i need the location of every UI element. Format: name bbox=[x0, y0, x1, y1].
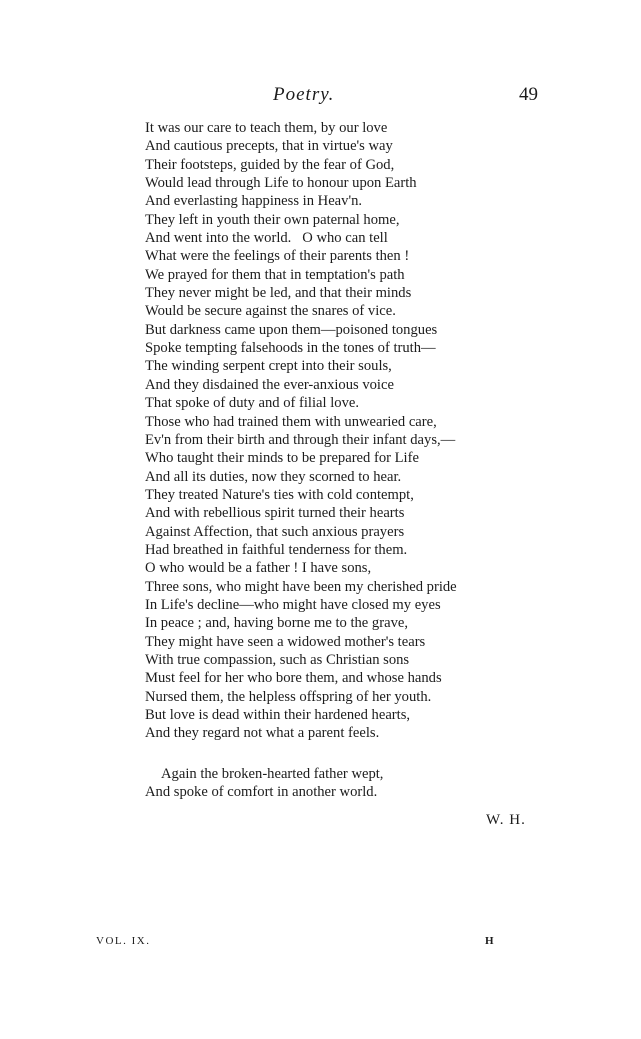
poem-line: In peace ; and, having borne me to the grave, bbox=[145, 615, 408, 632]
poem-line: Would lead through Life to honour upon Earth bbox=[145, 175, 417, 192]
poem-line: But darkness came upon them—poisoned tongues bbox=[145, 321, 438, 338]
poem-line: They left in youth their own paternal home, bbox=[145, 211, 400, 228]
poem-line: And they regard not what a parent feels. bbox=[145, 725, 380, 742]
poem-line: The winding serpent crept into their souls, bbox=[145, 358, 392, 375]
poem-line: Spoke tempting falsehoods in the tones of truth— bbox=[145, 340, 436, 357]
poem-line: Again the broken-hearted father wept, bbox=[161, 765, 384, 782]
poem-line: Must feel for her who bore them, and whose hands bbox=[145, 670, 442, 687]
stanza-2 bbox=[145, 765, 545, 802]
poem-line: They treated Nature's ties with cold contempt, bbox=[145, 486, 414, 503]
poem-line: But love is dead within their hardened hearts, bbox=[145, 707, 411, 723]
running-title: Poetry. bbox=[273, 84, 335, 105]
page-number: 49 bbox=[519, 84, 538, 105]
poem-line: And cautious precepts, that in virtue's way bbox=[145, 138, 393, 155]
poem-line: And everlasting happiness in Heav'n. bbox=[145, 193, 363, 210]
poem-line: And went into the world. O who can tell bbox=[145, 230, 388, 247]
poem-line: Nursed them, the helpless offspring of her youth. bbox=[145, 688, 432, 705]
poem-line: Who taught their minds to be prepared for Life bbox=[145, 450, 419, 467]
poem-line: Against Affection, that such anxious prayers bbox=[145, 523, 405, 540]
poem-line: Those who had trained them with unwearied care, bbox=[145, 413, 437, 430]
signature-mark: H bbox=[485, 935, 494, 947]
poem-line: What were the feelings of their parents then ! bbox=[145, 248, 410, 265]
poem-line: With true compassion, such as Christian sons bbox=[145, 651, 410, 668]
poem-line: In Life's decline—who might have closed my eyes bbox=[145, 596, 441, 613]
poem bbox=[145, 119, 545, 801]
poem-line: Had breathed in faithful tenderness for them. bbox=[145, 541, 408, 558]
poem-line: Their footsteps, guided by the fear of God, bbox=[145, 156, 395, 173]
stanza-1 bbox=[145, 119, 545, 743]
poem-line: That spoke of duty and of filial love. bbox=[145, 395, 359, 412]
poem-line: It was our care to teach them, by our love bbox=[145, 120, 388, 136]
poem-line: Ev'n from their birth and through their infant days,— bbox=[145, 431, 456, 448]
poem-line: And spoke of comfort in another world. bbox=[145, 784, 378, 801]
running-head bbox=[0, 84, 641, 108]
author-signature: W. H. bbox=[486, 812, 526, 828]
poem-line: And with rebellious spirit turned their hearts bbox=[145, 505, 405, 522]
poem-line: They might have seen a widowed mother's tears bbox=[145, 633, 426, 650]
poem-line: We prayed for them that in temptation's path bbox=[145, 266, 405, 283]
poem-line: And they disdained the ever-anxious voice bbox=[145, 376, 394, 393]
poem-line: They never might be led, and that their minds bbox=[145, 285, 412, 302]
volume-label: VOL. IX. bbox=[96, 935, 151, 947]
poem-line: Would be secure against the snares of vice. bbox=[145, 303, 396, 320]
poem-line: And all its duties, now they scorned to hear. bbox=[145, 468, 402, 485]
poem-line: O who would be a father ! I have sons, bbox=[145, 560, 372, 577]
stanza-gap bbox=[145, 743, 545, 765]
poem-line: Three sons, who might have been my cherished pride bbox=[145, 578, 457, 595]
